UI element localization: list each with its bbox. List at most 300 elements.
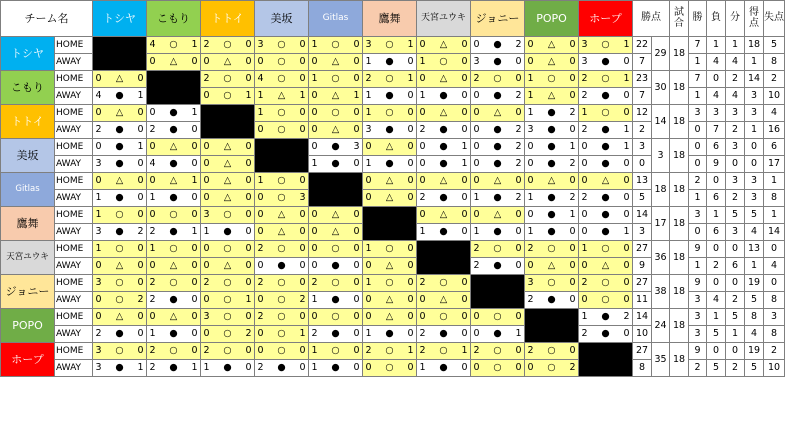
score-for: 2 xyxy=(149,226,156,238)
match-cell-6-8-home xyxy=(525,241,579,258)
result-symbol: ○ xyxy=(169,209,178,221)
points-away-8: 10 xyxy=(633,326,652,343)
match-cell-1-0-home xyxy=(93,71,147,88)
row-8-home xyxy=(1,309,785,326)
score-for: 1 xyxy=(581,243,588,255)
score-for: 1 xyxy=(527,107,534,119)
match-cell-2-0-away xyxy=(93,122,147,139)
row-4-home xyxy=(1,173,785,190)
score-against: 1 xyxy=(353,90,360,102)
result-symbol: ● xyxy=(169,328,178,340)
score-against: 0 xyxy=(137,260,144,272)
match-cell-5-4-away xyxy=(309,224,363,241)
result-symbol: ○ xyxy=(385,277,394,289)
result-symbol: △ xyxy=(439,175,448,187)
stat-d-away-8: 1 xyxy=(726,326,745,343)
score-for: 0 xyxy=(365,362,372,374)
diagonal-block-7 xyxy=(471,275,525,309)
score-for: 0 xyxy=(203,243,210,255)
stat-w-home-9: 9 xyxy=(689,343,707,360)
stat-ga-away-2: 16 xyxy=(764,122,785,139)
stat-l-away-2: 7 xyxy=(707,122,726,139)
score-against: 0 xyxy=(137,158,144,170)
match-cell-5-6-away xyxy=(417,224,471,241)
match-cell-3-7-away xyxy=(471,156,525,173)
score-for: 0 xyxy=(149,209,156,221)
score-against: 0 xyxy=(515,209,522,221)
row-label-home: HOME xyxy=(55,309,93,326)
row-label-away: AWAY xyxy=(55,156,93,173)
score-for: 0 xyxy=(149,260,156,272)
match-cell-7-5-away xyxy=(363,292,417,309)
row-label-home: HOME xyxy=(55,343,93,360)
total-points-4: 18 xyxy=(652,173,670,207)
score-for: 0 xyxy=(419,141,426,153)
score-against: 0 xyxy=(623,277,630,289)
result-symbol: △ xyxy=(169,311,178,323)
score-against: 2 xyxy=(299,294,306,306)
match-cell-8-4-away xyxy=(309,326,363,343)
score-against: 0 xyxy=(191,56,198,68)
result-symbol: ○ xyxy=(223,345,232,357)
stat-l-home-9: 0 xyxy=(707,343,726,360)
score-for: 0 xyxy=(95,141,102,153)
stat-ga-away-9: 10 xyxy=(764,360,785,377)
score-against: 0 xyxy=(407,141,414,153)
score-against: 0 xyxy=(515,226,522,238)
result-symbol: ○ xyxy=(223,39,232,51)
stat-ga-away-7: 8 xyxy=(764,292,785,309)
result-symbol: ● xyxy=(493,124,502,136)
result-symbol: ○ xyxy=(277,277,286,289)
score-against: 0 xyxy=(569,243,576,255)
score-against: 0 xyxy=(623,328,630,340)
score-for: 0 xyxy=(203,56,210,68)
score-against: 0 xyxy=(569,39,576,51)
result-symbol: ● xyxy=(223,226,232,238)
diagonal-block-8 xyxy=(525,309,579,343)
score-against: 0 xyxy=(191,260,198,272)
match-cell-9-5-away xyxy=(363,360,417,377)
result-symbol: ● xyxy=(547,294,556,306)
score-against: 0 xyxy=(461,209,468,221)
score-against: 0 xyxy=(623,107,630,119)
match-cell-4-1-away xyxy=(147,190,201,207)
score-for: 0 xyxy=(257,294,264,306)
match-cell-6-9-home xyxy=(579,241,633,258)
match-cell-9-7-home xyxy=(471,343,525,360)
score-against: 0 xyxy=(245,209,252,221)
games-6: 18 xyxy=(670,241,689,275)
score-for: 0 xyxy=(527,209,534,221)
result-symbol: △ xyxy=(547,56,556,68)
score-against: 0 xyxy=(569,345,576,357)
result-symbol: ○ xyxy=(223,243,232,255)
match-cell-2-7-home xyxy=(471,105,525,122)
score-for: 0 xyxy=(365,141,372,153)
match-cell-8-7-away xyxy=(471,326,525,343)
score-for: 0 xyxy=(527,362,534,374)
row-1-home xyxy=(1,71,785,88)
match-cell-4-2-away xyxy=(201,190,255,207)
score-against: 0 xyxy=(353,158,360,170)
score-against: 2 xyxy=(515,39,522,51)
games-8: 18 xyxy=(670,309,689,343)
match-cell-0-2-home xyxy=(201,37,255,54)
stat-d-away-1: 4 xyxy=(726,88,745,105)
row-label-home: HOME xyxy=(55,37,93,54)
diagonal-block-5 xyxy=(363,207,417,241)
score-against: 0 xyxy=(515,345,522,357)
result-symbol: △ xyxy=(223,192,232,204)
score-for: 0 xyxy=(581,158,588,170)
score-against: 1 xyxy=(191,226,198,238)
score-against: 0 xyxy=(461,175,468,187)
score-for: 4 xyxy=(95,90,102,102)
result-symbol: ● xyxy=(331,328,340,340)
score-for: 0 xyxy=(257,328,264,340)
match-cell-3-9-away xyxy=(579,156,633,173)
match-cell-6-4-away xyxy=(309,258,363,275)
row-label-away: AWAY xyxy=(55,292,93,309)
score-against: 0 xyxy=(137,124,144,136)
result-symbol: ● xyxy=(331,362,340,374)
score-for: 1 xyxy=(311,362,318,374)
match-cell-3-4-away xyxy=(309,156,363,173)
score-against: 1 xyxy=(623,73,630,85)
result-symbol: ○ xyxy=(277,73,286,85)
match-cell-3-2-away xyxy=(201,156,255,173)
points-home-4: 13 xyxy=(633,173,652,190)
score-against: 0 xyxy=(245,56,252,68)
score-for: 1 xyxy=(419,226,426,238)
result-symbol: ○ xyxy=(547,243,556,255)
score-for: 3 xyxy=(203,311,210,323)
score-for: 2 xyxy=(473,345,480,357)
result-symbol: ○ xyxy=(601,277,610,289)
match-cell-5-8-home xyxy=(525,207,579,224)
result-symbol: ● xyxy=(601,158,610,170)
score-against: 0 xyxy=(569,294,576,306)
score-against: 0 xyxy=(353,243,360,255)
score-for: 0 xyxy=(473,362,480,374)
score-for: 2 xyxy=(419,192,426,204)
result-symbol: △ xyxy=(331,56,340,68)
stat-gf-home-9: 19 xyxy=(745,343,764,360)
score-against: 0 xyxy=(407,277,414,289)
result-symbol: ○ xyxy=(547,73,556,85)
points-home-5: 14 xyxy=(633,207,652,224)
score-against: 0 xyxy=(137,311,144,323)
score-for: 3 xyxy=(581,56,588,68)
match-cell-4-8-home xyxy=(525,173,579,190)
match-cell-1-6-home xyxy=(417,71,471,88)
score-for: 0 xyxy=(419,175,426,187)
score-for: 1 xyxy=(257,90,264,102)
score-against: 0 xyxy=(461,362,468,374)
team-name-7: ジョニー xyxy=(1,275,55,309)
result-symbol: ○ xyxy=(223,90,232,102)
result-symbol: △ xyxy=(115,107,124,119)
result-symbol: ○ xyxy=(601,107,610,119)
score-for: 2 xyxy=(95,328,102,340)
games-4: 18 xyxy=(670,173,689,207)
stat-l-away-9: 5 xyxy=(707,360,726,377)
score-against: 1 xyxy=(191,362,198,374)
score-for: 0 xyxy=(419,311,426,323)
result-symbol: ○ xyxy=(277,311,286,323)
score-for: 0 xyxy=(257,124,264,136)
match-cell-1-7-home xyxy=(471,71,525,88)
result-symbol: △ xyxy=(601,260,610,272)
match-cell-4-5-away xyxy=(363,190,417,207)
row-label-home: HOME xyxy=(55,173,93,190)
match-cell-9-6-home xyxy=(417,343,471,360)
score-against: 0 xyxy=(353,294,360,306)
score-for: 1 xyxy=(311,294,318,306)
score-against: 0 xyxy=(407,243,414,255)
result-symbol: △ xyxy=(223,175,232,187)
result-symbol: ○ xyxy=(223,73,232,85)
score-against: 2 xyxy=(569,158,576,170)
result-symbol: △ xyxy=(115,175,124,187)
stat-d-away-9: 2 xyxy=(726,360,745,377)
score-against: 0 xyxy=(569,260,576,272)
score-for: 0 xyxy=(473,107,480,119)
points-away-4: 5 xyxy=(633,190,652,207)
result-symbol: ○ xyxy=(277,243,286,255)
score-against: 2 xyxy=(569,107,576,119)
result-symbol: ● xyxy=(115,192,124,204)
stat-ga-away-1: 10 xyxy=(764,88,785,105)
match-cell-5-7-home xyxy=(471,207,525,224)
score-for: 0 xyxy=(257,226,264,238)
score-for: 0 xyxy=(149,141,156,153)
score-for: 0 xyxy=(527,175,534,187)
stat-ga-away-0: 8 xyxy=(764,54,785,71)
team-name-0: トシヤ xyxy=(1,37,55,71)
match-cell-7-2-home xyxy=(201,275,255,292)
score-against: 0 xyxy=(191,209,198,221)
score-for: 2 xyxy=(149,124,156,136)
score-against: 0 xyxy=(191,141,198,153)
score-against: 0 xyxy=(353,226,360,238)
result-symbol: ○ xyxy=(385,73,394,85)
match-cell-5-0-home xyxy=(93,207,147,224)
stat-gf-home-5: 5 xyxy=(745,207,764,224)
match-cell-5-9-home xyxy=(579,207,633,224)
score-for: 2 xyxy=(149,345,156,357)
score-against: 0 xyxy=(623,260,630,272)
score-against: 0 xyxy=(461,192,468,204)
stat-l-home-3: 6 xyxy=(707,139,726,156)
stat-l-away-3: 9 xyxy=(707,156,726,173)
corner-label: チーム名 xyxy=(1,1,93,37)
stat-ga-home-7: 0 xyxy=(764,275,785,292)
score-against: 0 xyxy=(299,362,306,374)
match-cell-7-8-away xyxy=(525,292,579,309)
score-for: 3 xyxy=(95,362,102,374)
row-label-home: HOME xyxy=(55,241,93,258)
result-symbol: △ xyxy=(493,175,502,187)
match-cell-9-7-away xyxy=(471,360,525,377)
score-against: 0 xyxy=(569,73,576,85)
score-for: 0 xyxy=(365,175,372,187)
score-for: 3 xyxy=(473,56,480,68)
result-symbol: ● xyxy=(493,90,502,102)
score-against: 1 xyxy=(461,158,468,170)
result-symbol: △ xyxy=(547,90,556,102)
score-against: 1 xyxy=(137,141,144,153)
match-cell-1-4-home xyxy=(309,71,363,88)
match-cell-8-3-home xyxy=(255,309,309,326)
score-for: 0 xyxy=(149,107,156,119)
score-for: 2 xyxy=(95,124,102,136)
result-symbol: ● xyxy=(601,56,610,68)
match-cell-0-6-home xyxy=(417,37,471,54)
score-against: 0 xyxy=(191,328,198,340)
result-symbol: ○ xyxy=(493,243,502,255)
stat-d-away-2: 2 xyxy=(726,122,745,139)
stat-gf-home-3: 0 xyxy=(745,139,764,156)
match-cell-2-8-away xyxy=(525,122,579,139)
row-6-home xyxy=(1,241,785,258)
score-for: 0 xyxy=(473,209,480,221)
score-for: 0 xyxy=(257,209,264,221)
result-symbol: ● xyxy=(547,141,556,153)
score-against: 0 xyxy=(623,243,630,255)
score-for: 0 xyxy=(419,107,426,119)
score-for: 1 xyxy=(311,73,318,85)
score-for: 0 xyxy=(581,209,588,221)
stat-d-home-5: 5 xyxy=(726,207,745,224)
stat-gf-away-8: 4 xyxy=(745,326,764,343)
score-against: 0 xyxy=(191,294,198,306)
match-cell-6-0-home xyxy=(93,241,147,258)
score-for: 3 xyxy=(95,345,102,357)
result-symbol: △ xyxy=(385,192,394,204)
stat-ga-home-5: 1 xyxy=(764,207,785,224)
score-against: 0 xyxy=(407,107,414,119)
score-against: 0 xyxy=(245,226,252,238)
score-for: 0 xyxy=(149,311,156,323)
result-symbol: ● xyxy=(547,226,556,238)
points-away-6: 9 xyxy=(633,258,652,275)
score-against: 0 xyxy=(299,311,306,323)
result-symbol: ● xyxy=(331,260,340,272)
match-cell-4-3-away xyxy=(255,190,309,207)
score-for: 2 xyxy=(419,345,426,357)
stat-gf-away-2: 1 xyxy=(745,122,764,139)
stat-w-home-0: 7 xyxy=(689,37,707,54)
match-cell-3-6-home xyxy=(417,139,471,156)
match-cell-1-5-away xyxy=(363,88,417,105)
score-against: 0 xyxy=(569,56,576,68)
match-cell-0-3-home xyxy=(255,37,309,54)
score-for: 4 xyxy=(149,39,156,51)
result-symbol: ○ xyxy=(547,345,556,357)
score-for: 0 xyxy=(365,192,372,204)
match-cell-7-6-home xyxy=(417,275,471,292)
match-cell-7-5-home xyxy=(363,275,417,292)
score-for: 2 xyxy=(203,345,210,357)
row-label-away: AWAY xyxy=(55,224,93,241)
match-cell-6-2-home xyxy=(201,241,255,258)
score-against: 0 xyxy=(515,243,522,255)
stat-gf-away-1: 3 xyxy=(745,88,764,105)
stat-d-away-4: 2 xyxy=(726,190,745,207)
result-symbol: △ xyxy=(385,311,394,323)
score-against: 2 xyxy=(569,362,576,374)
score-against: 0 xyxy=(245,158,252,170)
result-symbol: ○ xyxy=(601,294,610,306)
score-for: 0 xyxy=(365,260,372,272)
result-symbol: ○ xyxy=(439,277,448,289)
result-symbol: ○ xyxy=(331,73,340,85)
match-cell-6-7-home xyxy=(471,241,525,258)
match-cell-7-9-home xyxy=(579,275,633,292)
score-for: 4 xyxy=(149,158,156,170)
score-against: 0 xyxy=(407,260,414,272)
result-symbol: △ xyxy=(439,294,448,306)
score-against: 0 xyxy=(245,311,252,323)
score-for: 1 xyxy=(95,192,102,204)
result-symbol: ● xyxy=(385,328,394,340)
result-symbol: ○ xyxy=(115,243,124,255)
score-against: 0 xyxy=(623,158,630,170)
result-symbol: ● xyxy=(169,124,178,136)
column-team-6: 天宮ユウキ xyxy=(417,1,471,37)
match-cell-1-2-away xyxy=(201,88,255,105)
row-3-home xyxy=(1,139,785,156)
total-points-6: 36 xyxy=(652,241,670,275)
row-label-home: HOME xyxy=(55,139,93,156)
row-5-home xyxy=(1,207,785,224)
result-symbol: ○ xyxy=(547,277,556,289)
match-cell-4-9-away xyxy=(579,190,633,207)
result-symbol: ○ xyxy=(223,294,232,306)
score-for: 1 xyxy=(365,90,372,102)
score-for: 0 xyxy=(149,56,156,68)
score-for: 3 xyxy=(95,226,102,238)
match-cell-0-4-home xyxy=(309,37,363,54)
score-against: 0 xyxy=(353,345,360,357)
score-for: 2 xyxy=(149,362,156,374)
column-team-2: トトイ xyxy=(201,1,255,37)
match-cell-5-6-home xyxy=(417,207,471,224)
result-symbol: ○ xyxy=(331,39,340,51)
score-against: 1 xyxy=(623,141,630,153)
result-symbol: ● xyxy=(385,90,394,102)
score-against: 1 xyxy=(569,141,576,153)
score-for: 1 xyxy=(311,158,318,170)
diagonal-block-3 xyxy=(255,139,309,173)
result-symbol: ● xyxy=(169,107,178,119)
score-for: 3 xyxy=(581,39,588,51)
score-for: 0 xyxy=(311,56,318,68)
match-cell-8-1-home xyxy=(147,309,201,326)
stat-w-home-3: 0 xyxy=(689,139,707,156)
team-name-2: トトイ xyxy=(1,105,55,139)
stat-d-home-9: 0 xyxy=(726,343,745,360)
result-symbol: ● xyxy=(601,124,610,136)
score-against: 0 xyxy=(191,192,198,204)
score-for: 1 xyxy=(581,311,588,323)
score-against: 0 xyxy=(137,328,144,340)
score-against: 0 xyxy=(191,243,198,255)
diagonal-block-1 xyxy=(147,71,201,105)
score-for: 0 xyxy=(257,345,264,357)
